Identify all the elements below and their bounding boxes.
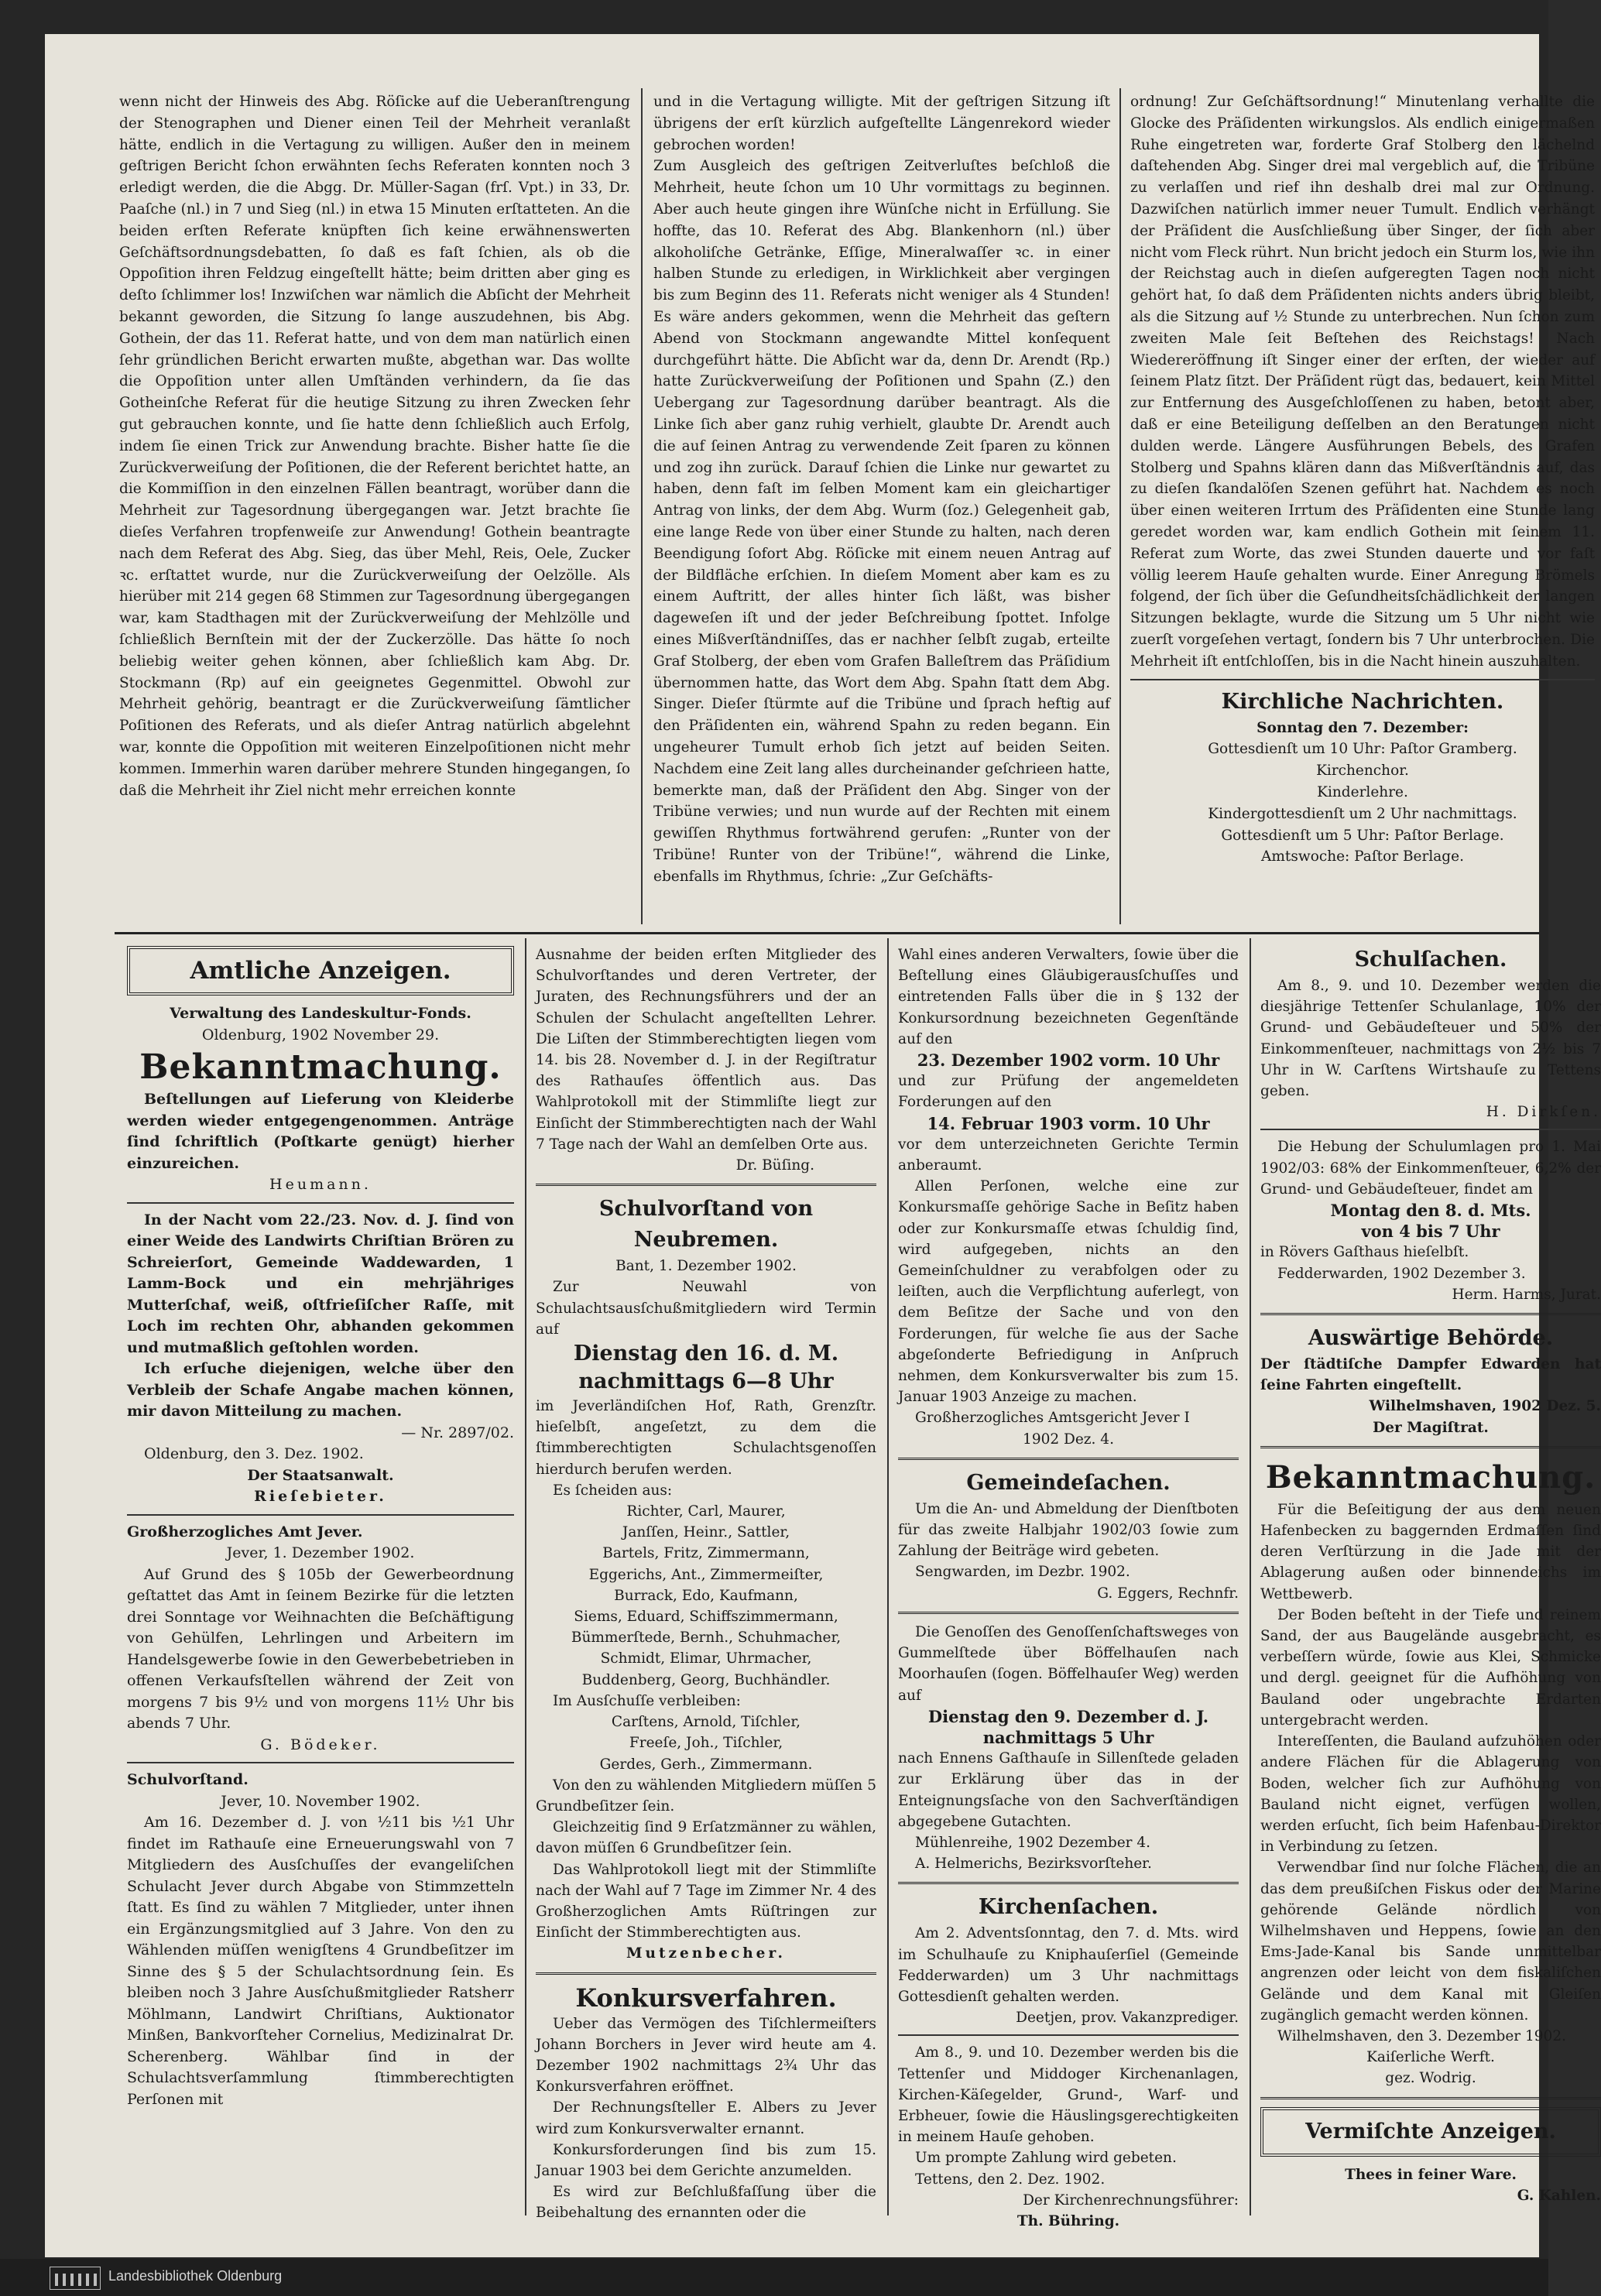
article-text: und in die Vertagung willigte. Mit der geſtrigen Sitzung iſt übrigens der erſt kürzlich aufgeſtellte Längenrekord wieder gebrochen worden! Zum Ausgleich des geſtrigen Zeitverluſtes beſchloß die Mehrheit, heute ſchon um 10 Uhr vormittags zu beginnen. Aber auch heute gingen ihre Wünſche nicht in Erfüllung. Sie hoffte, das 10. Referat des Abg. Blankenhorn (nl.) über alkoholiſche Getränke, Eſſige, Mineralwaſſer ꝛc. in einer halben Stunde zu erledigen, in Wirklichkeit aber vergingen bis zum Beginn des 11. Referats nicht weniger als 4 Stunden! Es wäre anders gekommen, wenn die Mehrheit das geſtern Abend von Stockmann angewandte Mittel konſequent durchgeführt hätte. Die Abſicht war da, denn Dr. Arendt (Rp.) hatte Zurückverweiſung der Poſitionen und Spahn (Z.) den Uebergang zur Tagesordnung darüber beantragt. Als die Linke ſich aber ganz ruhig verhielt, glaubte Dr. Arendt auch die auf ſeinen Antrag zu verwendende Zeit ſparen zu können und zog ihn zurück. Darauf ſchien die Linke nur gewartet zu haben, denn faſt im ſelben Moment kam ein gleichartiger Antrag von links, der dem Abg. Wurm (ſoz.) Gelegenheit gab, eine lange Rede von über einer Stunde zu halten, nach deren Beendigung ſofort Abg. Röſicke mit einem neuen Antrag auf der Bildfläche erſchien. In dieſem Moment aber kam es zu einem Auftritt, der alles hinter ſich läßt, was bisher dageweſen iſt und der jeder Beſchreibung ſpottet. Infolge eines Mißverſtändniſſes, das er nachher ſelbſt zugab, erteilte Graf Stolberg, der eben vom Grafen Balleſtrem das Präſidium übernommen hatte, das Wort dem Abg. Spahn ſtatt dem Abg. Singer. Dieſer ſtürmte auf die Tribüne und ſprach heftig auf den Präſidenten ein, während Spahn zu reden begann. Ein ungeheurer Tumult erhob ſich jetzt auf beiden Seiten. Nachdem eine Zeit lang alles durcheinander geſchrieen hatte, bemerkte man, daß der Präſident den Abg. Singer von der Tribüne verwies; und nun wurde auf der Rechten mit einem gewiſſen Rhythmus fortwährend gerufen: „Runter von der Tribüne! Runter von der Tribüne!“, während die Linke, ebenfalls im Rhythmus, ſchrie: „Zur Geſchäfts- (653, 94, 1110, 885)
meeting-time: nachmittags 6—8 Uhr (578, 1369, 834, 1394)
signature: Der Magiſtrat. (1373, 1419, 1489, 1436)
ads-column-1 (127, 941, 514, 2110)
notice-title: Bekanntmachung. (1265, 1458, 1596, 1496)
article-text: wenn nicht der Hinweis des Abg. Röſicke auf die Ueberanſtrengung der Stenographen und Diener einen Teil der Mehrheit veranlaßt hätte, endlich in die Vertagung zu willigen. Außer den in meinem geſtrigen Bericht ſchon erwähnten ſechs Referaten konnten noch 3 erledigt werden, die die Abgg. Dr. Müller-Sagan (frſ. Vpt.) in 33, Dr. Paaſche (nl.) in 7 und Sieg (nl.) in etwa 15 Minuten erſtatteten. An die beiden erſten Referate knüpften ſich keine erwähnenswerten Geſchäftsordnungsdebatten, ſo daß es faſt ſchien, als ob die Oppoſition ihren Feldzug eingeſtellt hätte; beim dritten aber ging es deſto ſchlimmer los! Inzwiſchen war nämlich die Abſicht der Mehrheit bekannt geworden, die Sitzung ſo lange auszudehnen, bis Abg. Gothein, der das 11. Referat hatte, und von dem man natürlich einen ſehr gründlichen Bericht erwarten mußte, abgethan war. Das wollte die Oppoſition unter allen Umſtänden verhindern, da ſie das Gotheinſche Referat für die heutige Sitzung zu ihren Zwecken ſehr gut gebrauchen konnte, und ſie hatte denn ſchließlich auch Erfolg, indem ſie einen Trick zur Anwendung brachte. Bisher hatte ſie die Zurückverweiſung der Poſitionen, die der Referent berichtet hatte, an die Kommiſſion in den einzelnen Fällen beantragt, worüber dann die Mehrheit zur Tagesordnung übergegangen war. Jetzt brachte ſie dieſes Verfahren tropfenweiſe zur Anwendung! Gothein beantragte nach dem Referat des Abg. Sieg, das über Mehl, Reis, Oele, Zucker ꝛc. erſtattet wurde, nur die Zurückverweiſung der Oelzölle. Als hierüber mit 214 gegen 68 Stimmen zur Tagesordnung übergegangen war, kam Stadthagen mit der Zurückverweiſung der Mehlzölle und ſchließlich Bernſtein mit der der Zuckerzölle. Das hätte ſo noch beliebig weiter gehen können, aber ſchließlich kam Abg. Dr. Stockmann (Rp) auf ein geeignetes Gegenmittel. Obwohl zur Mehrheit gehörig, beantragt er die Zurückverweiſung ſämtlicher Poſitionen des Referats, und als dieſer Antrag natürlich abgelehnt war, konnte die Oppoſition mit weiteren Einzelpoſitionen nicht mehr kommen. Immerhin waren darüber mehrere Stunden hingegangen, ſo daß die Mehrheit ihr Ziel nicht mehr erreichen konnte (119, 94, 630, 799)
divider (1260, 1313, 1601, 1315)
notice-body: Das Wahlprotokoll liegt mit der Stimmliſte nach der Wahl auf 7 Tage im Zimmer Nr. 4 des Großherzoglichen Amts Rüſtringen zur Einſicht der Stimmberechtigten aus. (536, 1861, 876, 1941)
notice-body: Beſtellungen auf Lieferung von Kleiderbe werden wieder entgegengenommen. Anträge ſind ſchriftlich (Poſtkarte genügt) hierher einzureichen. (127, 1091, 514, 1172)
divider (1260, 1129, 1601, 1130)
library-label: Landesbibliothek Oldenburg (108, 2268, 283, 2284)
notice-body: Verwendbar ſind nur ſolche Flächen, die an das dem preußiſchen Fiskus oder der Marine gehörende Gelände nördlich von Wilhelmshaven und Heppens, ſowie an den Ems-Jade-Kanal bis Sande unmittelbar angrenzen oder leicht von dem fiskaliſchen Gelände und dem Kanal mit Gleiſen zugänglich gemacht werden können. (1260, 1859, 1601, 2024)
notice-body: Um die An- und Abmeldung der Dienſtboten für das zweite Halbjahr 1902/03 ſowie zum Zahlung der Beiträge wird gebeten. (898, 1500, 1239, 1560)
signature: Herm. Harms, Jurat. (1452, 1286, 1601, 1303)
office: Der Kirchenrechnungsführer: (1023, 2191, 1239, 2209)
list-item: Freeſe, Joh., Tiſchler, (629, 1735, 783, 1752)
notice-body: Zur Neuwahl von Schulachtsausſchußmitgliedern wird Termin auf (536, 1279, 876, 1338)
church-line: Gottesdienſt um 5 Uhr: Paſtor Berlage. (1221, 827, 1504, 844)
signature: Rieſebieter. (254, 1488, 387, 1505)
signature: Mutzenbecher. (626, 1945, 786, 1962)
notice-body: Ich erſuche diejenigen, welche über den Verbleib der Schafe Angabe machen können, mir davon Mitteilung zu machen. (127, 1360, 514, 1420)
list-label: Es ſcheiden aus: (553, 1482, 673, 1499)
signature: A. Helmerichs, Bezirksvorſteher. (915, 1856, 1152, 1873)
list-item: Schmidt, Elimar, Uhrmacher, (600, 1650, 812, 1667)
dateline: Oldenburg, 1902 November 29. (201, 1026, 440, 1043)
list-item: Janſſen, Heinr., Sattler, (622, 1524, 790, 1541)
column-rule (1250, 938, 1251, 2215)
list-item: Bartels, Fritz, Zimmermann, (602, 1545, 810, 1562)
notice-title: Bekanntmachung. (139, 1047, 502, 1087)
church-line: Kindergottesdienſt um 2 Uhr nachmittags. (1208, 805, 1517, 822)
reference-number: — Nr. 2897/02. (401, 1424, 514, 1441)
list-item: Bümmerſtede, Bernh., Schuhmacher, (571, 1629, 842, 1647)
divider (1260, 1446, 1601, 1448)
column-rule (1119, 88, 1121, 924)
notice-title: Schulſachen. (1354, 948, 1507, 972)
footer-bar (0, 2259, 1548, 2296)
list-item: Burrack, Edo, Kaufmann, (614, 1587, 798, 1604)
notice-title: Kirchenſachen. (978, 1895, 1159, 1920)
collection-time: von 4 bis 7 Uhr (1361, 1222, 1500, 1242)
divider (127, 1202, 514, 1204)
section-divider (115, 932, 1539, 934)
dateline: Tettens, den 2. Dez. 1902. (915, 2171, 1106, 2188)
notice-body: Allen Perſonen, welche eine zur Konkursmaſſe gehörige Sache in Beſitz haben oder zur Konkursmaſſe etwas ſchuldig ſind, wird aufgegeben, nichts an den Gemeinſchuldner zu verabfolgen oder zu leiſten, auch die Verpflichtung auferlegt, von dem Beſitze der Sache und von den Forderungen, für welche ſie aus der Sache abgeſonderte Befriedigung in Anſpruch nehmen, dem Konkursverwalter bis zum 15. Januar 1903 Anzeige zu machen. (898, 1178, 1239, 1406)
dateline: Fedderwarden, 1902 Dezember 3. (1277, 1265, 1526, 1282)
list-item: Eggerichs, Ant., Zimmermeiſter, (588, 1566, 824, 1583)
church-line: Amtswoche: Paſtor Berlage. (1261, 848, 1464, 865)
signature: Heumann. (269, 1176, 372, 1193)
dateline: Wilhelmshaven, den 3. Dezember 1902. (1277, 2027, 1566, 2044)
meeting-time: nachmittags 5 Uhr (982, 1727, 1154, 1747)
ads-column-3 (898, 944, 1239, 2232)
notice-body: Am 2. Adventsſonntag, den 7. d. Mts. wird im Schulhauſe zu Kniphauſerſiel (Gemeinde Fedderwarden) um 3 Uhr nachmittags Gottesdienſt gehalten werden. (898, 1925, 1239, 2005)
newspaper-page (45, 34, 1601, 2257)
ads-column-4 (1260, 944, 1601, 2206)
office: Kaiſerliche Werft. (1366, 2049, 1495, 2066)
column-rule (887, 938, 889, 2215)
notice-title: Auswärtige Behörde. (1308, 1326, 1554, 1351)
list-item: Buddenberg, Georg, Buchhändler. (581, 1671, 831, 1688)
dateline: Mühlenreihe, 1902 Dezember 4. (915, 1834, 1151, 1851)
notice-body: im Jeverländiſchen Hof, Rath, Grenzſtr. hieſelbſt, angeſetzt, zu dem die ſtimmberechtigten Schulachtsgenoſſen hierdurch berufen werden. (536, 1398, 876, 1478)
hearing-date: 14. Februar 1903 vorm. 10 Uhr (927, 1113, 1210, 1133)
ad-line: Thees in feiner Ware. (1345, 2166, 1517, 2183)
notice-title: Schulvorſtand. (127, 1771, 249, 1788)
notice-body: Intereſſenten, die Bauland aufzuhöhen oder andere Flächen für die Ablagerung von Boden, welcher ſich zur Aufhöhung von Bauland nicht eignet, verfügen wollen, werden erſucht, ſich beim Hafenbau-Direktor in Verbindung zu ſetzen. (1260, 1733, 1601, 1856)
divider (1130, 679, 1595, 680)
signature: Th. Bühring. (1016, 2212, 1120, 2229)
notice-body: Gleichzeitig ſind 9 Erſatzmänner zu wählen, davon müſſen 6 Grundbeſitzer ſein. (536, 1819, 876, 1857)
issuer: Großherzogliches Amt Jever. (127, 1523, 363, 1540)
notice-body: Die Genoſſen des Genoſſenſchaftsweges von Gummelſtede über Böffelhauſen nach Moorhauſen (ſogen. Böffelhauſer Weg) werden auf (898, 1623, 1239, 1704)
collection-date: Montag den 8. d. Mts. (1330, 1201, 1531, 1221)
list-label: Im Ausſchuſſe verbleiben: (553, 1692, 741, 1709)
divider (898, 1882, 1239, 1884)
hearing-date: 23. Dezember 1902 vorm. 10 Uhr (917, 1050, 1220, 1071)
article-column-1 (119, 91, 630, 801)
signature: H. Dirkſen. (1486, 1104, 1601, 1121)
meeting-date: Dienstag den 16. d. M. (573, 1342, 839, 1366)
notice-body: Am 8., 9. und 10. Dezember werden bis die Tettenſer und Middoger Kirchenanlagen, Kirchen-Käſegelder, Grund-, Warf- und Erbheuer, ſowie die Häuslingsgerechtigkeiten in meinem Hauſe gehoben. (898, 2044, 1239, 2146)
notice-body: nach Ennens Gaſthauſe in Sillenſtede geladen zur Erklärung über das in der Enteignungsſache von den Sachverſtändigen abgegebene Gutachten. (898, 1750, 1239, 1830)
list-item: Richter, Carl, Maurer, (626, 1503, 786, 1520)
issuer: Verwaltung des Landeskultur-Fonds. (170, 1005, 471, 1022)
notice-body: Für die Beſeitigung der aus dem neuen Hafenbecken zu baggernden Erdmaſſen ſind deren Verſtürzung in die Jade mit der Ablagerung außen oder binnendeichs im Wettbewerb. (1260, 1501, 1601, 1602)
notice-body: und zur Prüfung der angemeldeten Forderungen auf den (898, 1073, 1239, 1111)
list-item: Gerdes, Gerh., Zimmermann. (599, 1756, 813, 1773)
dateline: Jever, 1. Dezember 1902. (226, 1544, 415, 1561)
article-column-2 (653, 91, 1110, 887)
dateline: Bant, 1. Dezember 1902. (615, 1258, 797, 1275)
notice-body: Am 8., 9. und 10. Dezember werden die diesjährige Tettenſer Schulanlage, 10% der Grund- und Gebäudeſteuer und 50% der Einkommenſteuer, nachmittags von 2½ bis 7 Uhr in W. Carſtens Wirtshauſe zu Tettens geben. (1260, 978, 1601, 1100)
notice-body: Ueber das Vermögen des Tiſchlermeiſters Johann Borchers in Jever wird heute am 4. Dezember 1902 nachmittags 2¾ Uhr das Konkursverfahren eröffnet. (536, 2015, 876, 2096)
church-line: Kinderlehre. (1317, 783, 1408, 800)
divider (898, 1612, 1239, 1614)
notice-body: Konkursforderungen ſind bis zum 15. Januar 1903 bei dem Gerichte anzumelden. (536, 2141, 876, 2179)
signature: G. Kahlen. (1517, 2187, 1601, 2204)
notice-body: Am 16. Dezember d. J. von ½11 bis ½1 Uhr findet im Rathauſe eine Erneuerungswahl von 7 Mitgliedern des Ausſchuſſes der evangeliſchen Schulacht Jever durch Abgabe von Stimmzetteln ſtatt. Es ſind zu wählen 7 Mitglieder, unter ihnen ein Ergänzungsmitglied auf 3 Jahre. Von den zu Wählenden müſſen wenigſtens 4 Grundbeſitzer im Sinne des § 5 der Schulachtsordnung ſein. Es bleiben noch 3 Jahre Ausſchußmitglieder Ratsherr Möhlmann, Landwirt Chriſtians, Auktionator Minßen, Bankvorſteher Cornelius, Medizinalrat Dr. Scherenberg. Wählbar ſind in der Schulachtsverſammlung ſtimmberechtigten Perſonen mit (127, 1814, 514, 2108)
signature: G. Eggers, Rechnfr. (1097, 1585, 1239, 1602)
signature: Dr. Büſing. (735, 1157, 814, 1174)
dateline: Oldenburg, den 3. Dez. 1902. (144, 1445, 364, 1462)
notice-title: Schulvorſtand von Neubremen. (598, 1197, 814, 1253)
court: Großherzogliches Amtsgericht Jever I (915, 1410, 1190, 1427)
church-line: Gottesdienſt um 10 Uhr: Paſtor Gramberg. (1208, 741, 1517, 758)
office: Der Staatsanwalt. (247, 1466, 394, 1484)
divider (127, 1514, 514, 1516)
notice-title: Gemeindeſachen. (966, 1470, 1171, 1495)
official-ads-heading: Amtliche Anzeigen. (127, 946, 514, 996)
divider (536, 1972, 876, 1975)
divider (898, 1458, 1239, 1460)
divider (898, 2034, 1239, 2036)
misc-ads-heading: Vermiſchte Anzeigen. (1260, 2107, 1601, 2157)
notice-body: In der Nacht vom 22./23. Nov. d. J. ſind von einer Weide des Landwirts Chriſtian Brören zu Schreierſort, Gemeinde Waddewarden, 1 Lamm-Bock und ein mehrjähriges Mutterſchaf, weiß, oſtfrieſiſcher Raſſe, mit Loch im rechten Ohr, abhanden gekommen und mutmaßlich geſtohlen worden. (127, 1211, 514, 1356)
meeting-date: Dienstag den 9. Dezember d. J. (927, 1706, 1209, 1726)
notice-body: Auf Grund des § 105b der Gewerbeordnung geſtattet das Amt in ſeinem Bezirke für die letzten drei Sonntage vor Weihnachten die Beſchäftigung von Gehülfen, Lehrlingen und Arbeitern im Handelsgewerbe ſowie in den Gewerbebetrieben in offenen Verkaufsſtellen während der Zeit von morgens 7 bis 9½ und von morgens 11½ Uhr bis abends 7 Uhr. (127, 1565, 514, 1732)
dateline: Sengwarden, im Dezbr. 1902. (915, 1564, 1130, 1581)
notice-body: Wahl eines anderen Verwalters, ſowie über die Beſtellung eines Gläubigerausſchuſſes und eintretenden Falls über die in § 132 der Konkursordnung bezeichneten Gegenſtände auf den (898, 947, 1239, 1047)
notice-body: Ausnahme der beiden erſten Mitglieder des Schulvorſtandes und deren Vertreter, der Juraten, des Rechnungsführers und der an Schulen der Schulacht angeſtellten Lehrer. Die Liſten der Stimmberechtigten liegen vom 14. bis 28. November d. J. in der Regiſtratur des Rathauſes öffentlich aus. Das Wahlprotokoll mit der Stimmliſte liegt zur Einſicht der Stimmberechtigten nach der Wahl 7 Tage nach der Wahl an demſelben Orte aus. (536, 947, 876, 1153)
signature: gez. Wodrig. (1385, 2070, 1476, 2087)
list-item: Carſtens, Arnold, Tiſchler, (611, 1714, 801, 1731)
church-line: Sonntag den 7. Dezember: (1256, 719, 1469, 736)
notice-title: Konkursverfahren. (575, 1982, 837, 2013)
notice-body: Um prompte Zahlung wird gebeten. (915, 2150, 1177, 2167)
divider (1260, 2097, 1601, 2099)
dateline: Wilhelmshaven, 1902 Dez. 5. (1369, 1398, 1601, 1415)
church-line: Kirchenchor. (1316, 762, 1409, 780)
notice-body: vor dem unterzeichneten Gerichte Termin anberaumt. (898, 1136, 1239, 1174)
notice-body: Die Hebung der Schulumlagen pro 1. Mai 1902/03: 68% der Einkommenſteuer, 6,2% der Grund- und Gebäudeſteuer, findet am (1260, 1139, 1601, 1198)
list-item: Siems, Eduard, Schiffszimmermann, (574, 1609, 838, 1626)
article-text: ordnung! Zur Geſchäftsordnung!“ Minutenlang verhallte die Glocke des Präſidenten wirkungslos. Als endlich einigermaßen Ruhe eingetreten war, forderte Graf Stolberg den lächelnd daſtehenden Abg. Singer drei mal vergeblich auf, die Tribüne zu verlaſſen und rief ihn deshalb drei mal zur Ordnung. Dazwiſchen natürlich immer neuer Tumult. Endlich verhängt der Präſident die Ausſchließung über Singer, der ſich aber nicht vom Fleck rührt. Nun bricht jedoch ein Sturm los, wie ihn der Reichstag auch in dieſen aufgeregten Tagen noch nicht gehört hat, ſo daß dem Präſidenten nichts anders übrig bleibt, als die Sitzung auf ½ Stunde zu unterbrechen. Nun ſchon zum zweiten Male ſeit Beſtehen des Reichstags! Nach Wiedereröffnung iſt Singer einer der erſten, der wieder auf ſeinem Platz ſitzt. Der Präſident rügt das, bedauert, kein Mittel zur Entfernung des Ausgeſchloſſenen zu haben, betont aber, daß er eine Beteiligung deſſelben an den Beratungen nicht dulden werde. Längere Ausführungen Bebels, des Grafen Stolberg und Spahns klären dann das Mißverſtändnis auf, das zu dieſen ſkandalöſen Szenen geführt hat. Nachdem es noch über einen weiteren Irrtum des Präſidenten eine Stunde lang geredet worden war, kam endlich Gothein mit ſeinem 11. Referat zum Worte, das zwei Stunden dauerte und vor faſt völlig leerem Hauſe gehalten wurde. Einer Anregung Brömels folgend, der ſich über die Geſundheitsſchädlichkeit der langen Sitzungen beklagte, wurde die Sitzung um 5 Uhr nicht wie zuerſt vorgeſehen vertagt, ſondern bis 7 Uhr unterbrochen. Die Mehrheit iſt entſchloſſen, bis in die Nacht hinein auszuhalten. (1130, 94, 1595, 670)
divider (127, 1762, 514, 1763)
church-news-title: Kirchliche Nachrichten. (1221, 689, 1504, 714)
signature: G. Bödeker. (260, 1736, 381, 1753)
column-rule (525, 938, 526, 2215)
notice-body: Von den zu wählenden Mitgliedern müſſen 5 Grundbeſitzer ſein. (536, 1777, 876, 1815)
ads-column-2 (536, 944, 876, 2224)
dateline: Jever, 10. November 1902. (221, 1792, 420, 1810)
divider (536, 1184, 876, 1186)
notice-body: Der Rechnungsſteller E. Albers zu Jever wird zum Konkursverwalter ernannt. (536, 2099, 876, 2137)
column-rule (641, 88, 643, 924)
notice-body: Der ſtädtiſche Dampfer Edwarden hat ſeine Fahrten eingeſtellt. (1260, 1356, 1601, 1394)
signature: Deetjen, prov. Vakanzprediger. (1016, 2010, 1239, 2027)
notice-body: in Rövers Gaſthaus hieſelbſt. (1260, 1244, 1469, 1261)
notice-body: Der Boden beſteht in der Tiefe und reinem Sand, der aus Baugelände ausgebracht, es verbeſſern würde, ſowie aus Klei, Schmicke und dergl. geeignet für die Aufhöhung von Bauland oder ungebrachte Erdarten untergebracht werden. (1260, 1606, 1601, 1729)
article-column-3 (1130, 91, 1595, 868)
library-building-icon (50, 2267, 101, 2290)
notice-body: Es wird zur Beſchlußfaſſung über die Beibehaltung des ernannten oder die (536, 2184, 876, 2222)
dateline: 1902 Dez. 4. (1023, 1431, 1114, 1448)
